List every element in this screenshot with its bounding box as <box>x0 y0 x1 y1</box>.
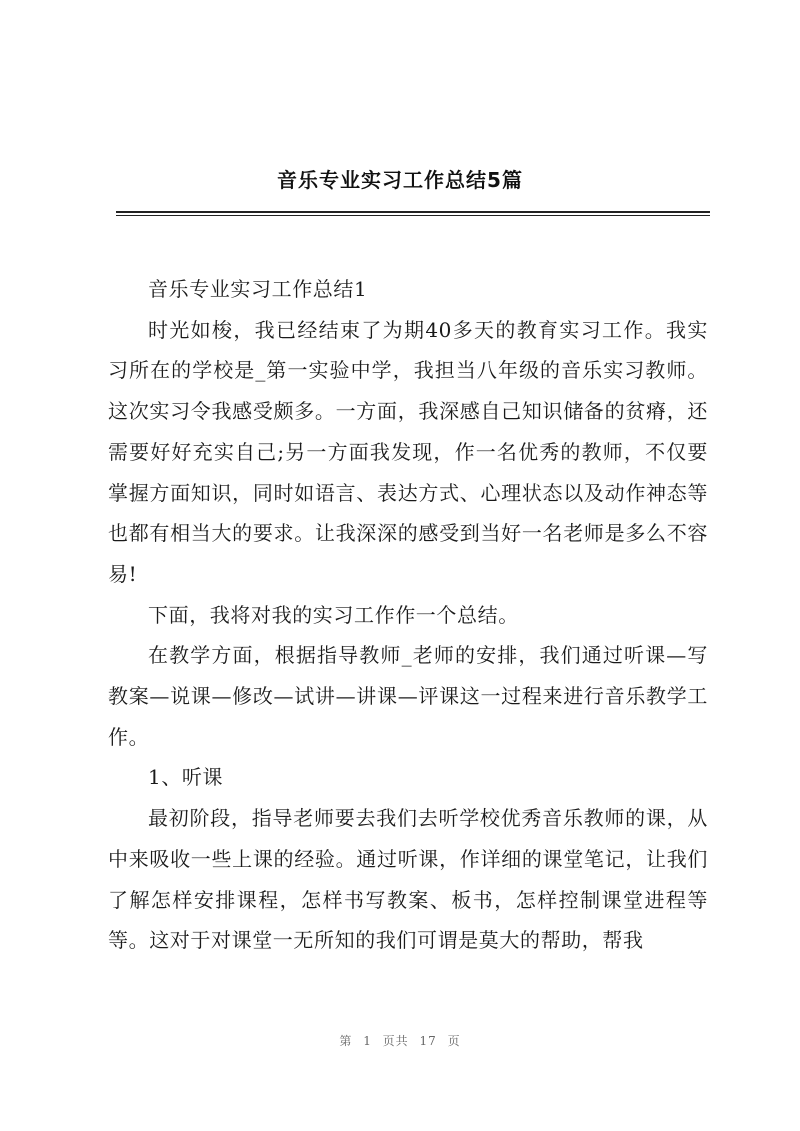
subsection-heading: 1、听课 <box>148 765 224 790</box>
paragraph: 下面，我将对我的实习工作作一个总结。 <box>148 602 519 627</box>
document-body <box>108 269 708 961</box>
paragraph: 在教学方面，根据指导教师_老师的安排，我们通过听课—写教案—说课—修改—试讲—讲课—评课这一过程来进行音乐教学工作。 <box>108 643 708 749</box>
title-rule-thin <box>116 215 710 216</box>
paragraph: 最初阶段，指导老师要去我们去听学校优秀音乐教师的课，从中来吸收一些上课的经验。通过听课，作详细的课堂笔记，让我们了解怎样安排课程，怎样书写教案、板书，怎样控制课堂进程等等。这对于对课堂一无所知的我们可谓是莫大的帮助，帮我 <box>108 806 708 953</box>
paragraph: 时光如梭，我已经结束了为期40多天的教育实习工作。我实习所在的学校是_第一实验中学，我担当八年级的音乐实习教师。这次实习令我感受颇多。一方面，我深感自己知识储备的贫瘠，还需要好好充实自己;另一方面我发现，作一名优秀的教师，不仅要掌握方面知识，同时如语言、表达方式、心理状态以及动作神态等也都有相当大的要求。让我深深的感受到当好一名老师是多么不容易! <box>108 317 708 586</box>
section-heading: 音乐专业实习工作总结1 <box>148 277 368 301</box>
page-footer: 第 1 页共 17 页 <box>339 1034 461 1048</box>
title-rule-thick <box>116 211 710 213</box>
document-title: 音乐专业实习工作总结5篇 <box>277 168 523 192</box>
